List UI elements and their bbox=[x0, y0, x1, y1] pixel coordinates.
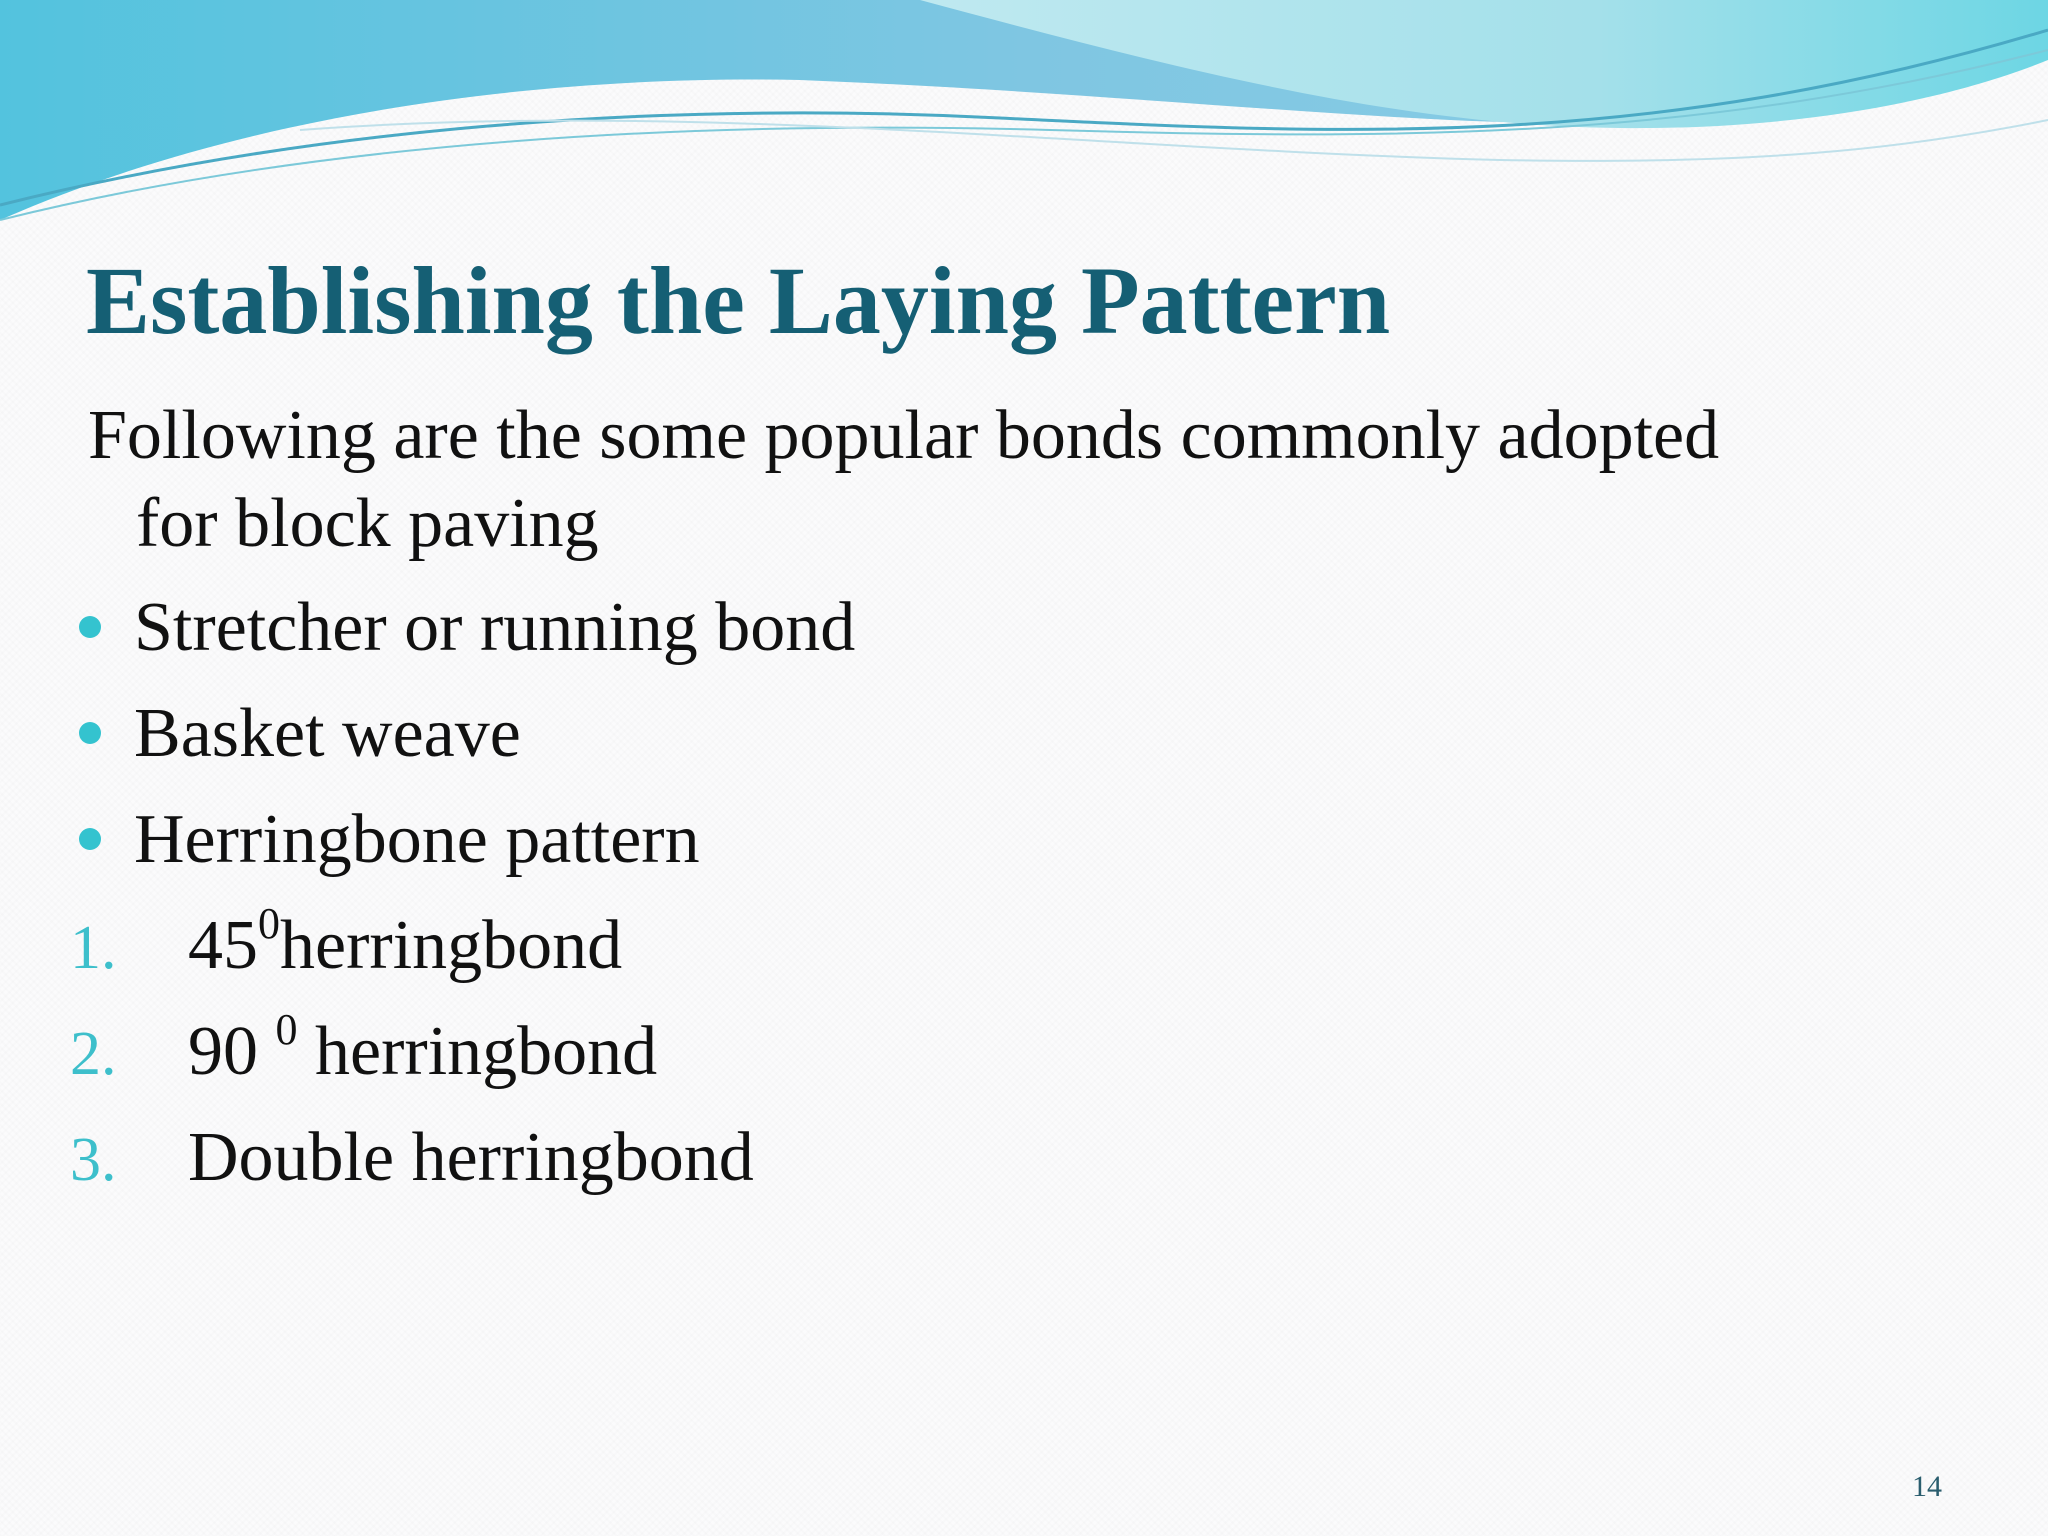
bullet-item-label: Stretcher or running bond bbox=[134, 589, 856, 666]
bullet-dot-icon bbox=[79, 722, 101, 744]
page-number: 14 bbox=[1912, 1470, 1942, 1503]
slide-title: Establishing the Laying Pattern bbox=[86, 247, 1391, 354]
bullet-dot-icon bbox=[79, 828, 101, 850]
intro-paragraph bbox=[88, 392, 1988, 568]
header-wave-decoration bbox=[0, 0, 2048, 240]
degree-superscript: 0 bbox=[275, 1005, 298, 1054]
numbered-item bbox=[70, 1112, 754, 1218]
item-text: Double herringbond bbox=[188, 1119, 754, 1196]
bullet-item bbox=[72, 794, 855, 900]
bond-bullet-list bbox=[72, 582, 855, 900]
bullet-item-label: Basket weave bbox=[134, 695, 521, 772]
item-text: 45 bbox=[188, 907, 258, 984]
item-text: 90 bbox=[188, 1013, 276, 1090]
list-number: 3. bbox=[70, 1126, 117, 1194]
numbered-item bbox=[70, 1006, 754, 1112]
item-text-suffix: herringbond bbox=[297, 1013, 658, 1090]
degree-superscript: 0 bbox=[258, 899, 280, 948]
bullet-item bbox=[72, 582, 855, 688]
list-number: 2. bbox=[70, 1020, 117, 1088]
list-number: 1. bbox=[70, 914, 117, 982]
bullet-item-label: Herringbone pattern bbox=[134, 801, 700, 878]
intro-line-1: Following are the some popular bonds commonly adopted bbox=[88, 397, 1720, 474]
item-text-suffix: herringbond bbox=[280, 907, 623, 984]
bullet-dot-icon bbox=[79, 616, 101, 638]
herringbone-numbered-list bbox=[70, 900, 754, 1218]
intro-line-2: for block paving bbox=[136, 485, 599, 562]
numbered-item bbox=[70, 900, 754, 1006]
bullet-item bbox=[72, 688, 855, 794]
